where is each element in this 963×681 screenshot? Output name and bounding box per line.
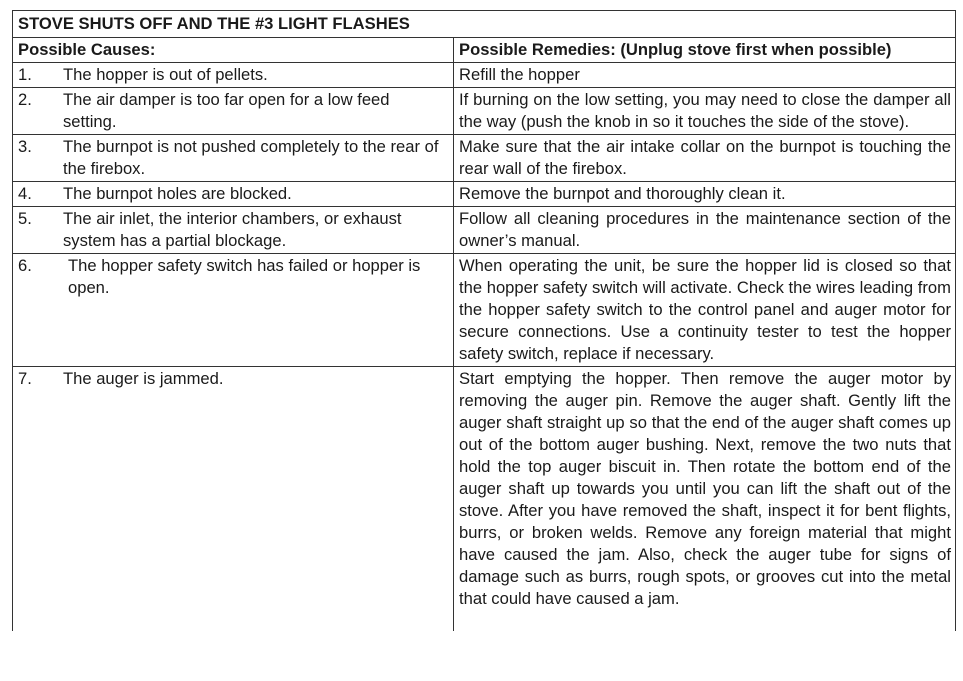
- cause-cell: [13, 63, 454, 88]
- table-row: [13, 88, 956, 135]
- row-number: 5.: [18, 209, 32, 228]
- cause-cell: [13, 207, 454, 254]
- cause-text: The air inlet, the interior chambers, or exhaust system has a partial blockage.: [63, 209, 402, 250]
- table-header-row: [13, 38, 956, 63]
- table-row: [13, 207, 956, 254]
- remedy-cell: If burning on the low setting, you may need to close the damper all the way (push the knob in so it touches the side of the stove).: [454, 88, 956, 135]
- remedy-cell: Follow all cleaning procedures in the maintenance section of the owner’s manual.: [454, 207, 956, 254]
- troubleshooting-table: [12, 10, 956, 631]
- remedies-header: Possible Remedies: (Unplug stove first when possible): [454, 38, 956, 63]
- table-row: [13, 135, 956, 182]
- cause-cell: [13, 182, 454, 207]
- cause-cell: [13, 135, 454, 182]
- cause-cell: [13, 254, 454, 367]
- remedy-cell: Refill the hopper: [454, 63, 956, 88]
- cause-text: The air damper is too far open for a low feed setting.: [63, 90, 390, 131]
- causes-header: Possible Causes:: [13, 38, 454, 63]
- cause-text: The auger is jammed.: [63, 369, 224, 388]
- cause-cell: [13, 88, 454, 135]
- table-row: [13, 182, 956, 207]
- cause-text: The burnpot is not pushed completely to the rear of the firebox.: [63, 137, 439, 178]
- cause-text: The burnpot holes are blocked.: [63, 184, 292, 203]
- remedy-cell: Remove the burnpot and thoroughly clean it.: [454, 182, 956, 207]
- table-title-row: [13, 11, 956, 38]
- row-number: 6.: [18, 256, 32, 275]
- cause-cell: [13, 367, 454, 632]
- cause-text: The hopper safety switch has failed or hopper is open.: [68, 256, 421, 297]
- remedy-cell: Make sure that the air intake collar on the burnpot is touching the rear wall of the firebox.: [454, 135, 956, 182]
- row-number: 7.: [18, 369, 32, 388]
- row-number: 4.: [18, 184, 32, 203]
- row-number: 1.: [18, 65, 32, 84]
- row-number: 3.: [18, 137, 32, 156]
- table-row: [13, 367, 956, 632]
- remedy-cell: Start emptying the hopper. Then remove the auger motor by removing the auger pin. Remove the auger shaft. Gently lift the auger shaft straight up so that the end of the auger shaft comes up out of the bottom auger bushing. Next, remove the two nuts that hold the top auger biscuit in. Then rotate the bottom end of the auger shaft up towards you until you can lift the shaft out of the stove. After you have removed the shaft, inspect it for bent flights, burrs, or broken welds. Remove any foreign material that might have caused the jam. Also, check the auger tube for signs of damage such as burrs, rough spots, or grooves cut into the metal that could have caused a jam.: [454, 367, 956, 632]
- remedy-cell: When operating the unit, be sure the hopper lid is closed so that the hopper safety switch will activate. Check the wires leading from the hopper safety switch to the control panel and auger motor for secure connections. Use a continuity tester to test the hopper safety switch, replace if necessary.: [454, 254, 956, 367]
- row-number: 2.: [18, 90, 32, 109]
- table-title: STOVE SHUTS OFF AND THE #3 LIGHT FLASHES: [13, 11, 956, 38]
- cause-text: The hopper is out of pellets.: [63, 65, 268, 84]
- table-row: [13, 63, 956, 88]
- table-row: [13, 254, 956, 367]
